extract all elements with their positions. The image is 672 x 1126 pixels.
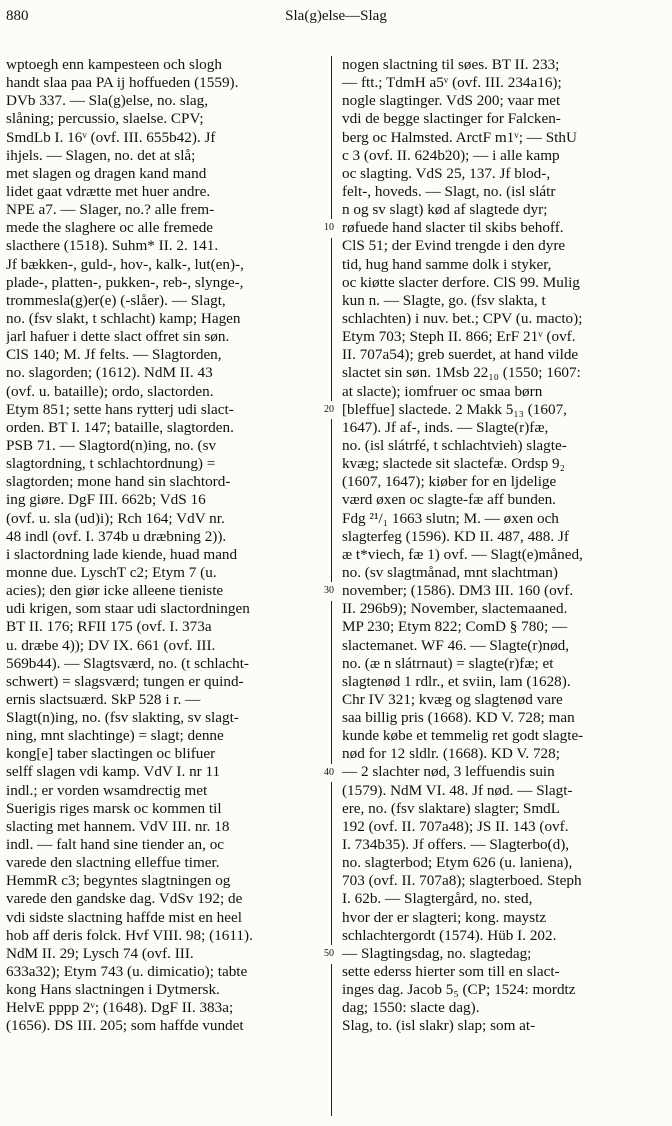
text-line: DVb 337. — Sla(g)else, no. slag, [6,92,209,110]
running-title: Sla(g)else—Slag [285,8,387,24]
text-line: æ t*viech, fæ 1) ovf. — Slagt(e)måned, [342,545,583,563]
text-line: slacting met hannem. VdV III. nr. 18 [6,817,230,835]
text-line: n og sv slagt) kød af slagtede dyr; [342,201,548,219]
text-line: ClS 140; M. Jf felts. — Slagtorden, [6,346,222,364]
text-line: slactemanet. WF 46. — Slagte(r)nød, [342,636,570,654]
line-number: 50 [324,945,342,963]
text-line: oc slagting. VdS 25, 137. Jf blod-, [342,164,551,182]
text-line: selff slagen vdi kamp. VdV I. nr 11 [6,763,221,781]
right-column [342,56,662,1036]
text-line: varede den slactning elleffue timer. [6,854,220,872]
text-line: saa billig pris (1668). KD V. 728; man [342,709,575,727]
text-line: kong Hans slactningen i Dytmersk. [6,981,220,999]
text-line: wptoegh enn kampesteen och slogh [6,56,222,73]
text-line: — Slagtingsdag, no. slagtedag; [342,944,532,962]
text-line: (1656). DS III. 205; som haffde vundet [6,1017,244,1035]
text-line: kong[e] taber slactingen oc blifuer [6,745,216,763]
text-line: berg oc Halmsted. ArctF m1ᵛ; — SthU [342,128,577,146]
text-line: HemmR c3; begyntes slagtningen og [6,872,231,890]
text-line: no. (æ n slátrnaut) = slagte(r)fæ; et [342,654,554,672]
text-line: slacthere (1518). Suhm* II. 2. 141. [6,237,219,255]
text-line: varede den gandske dag. VdSv 192; de [6,890,243,908]
text-line: 703 (ovf. II. 707a8); slagterboed. Steph [342,872,582,890]
text-line: no. (isl slátrfé, t schlachtvieh) slagte- [342,436,567,454]
text-line: i slactordning lade kiende, huad mand [6,545,238,563]
text-line: at slacte); iomfruer oc smaa børn [342,382,543,400]
text-line: acies); den giør icke alleene tieniste [6,582,224,600]
text-line: Chr IV 321; kvæg og slagtenød vare [342,690,563,708]
text-line: NPE a7. — Slager, no.? alle frem- [6,201,215,219]
text-line: schwert) = slagsværd; tungen er quind- [6,672,244,690]
text-line: slagtordning, t schlachtordnung) = [6,455,216,473]
text-line: kun n. — Slagte, go. (fsv slakta, t [342,291,546,309]
text-line: jarl hafuer i dette slact offret sin søn. [6,328,230,346]
text-line: — ftt.; TdmH a5ᵛ (ovf. III. 234a16); [342,74,562,92]
text-line: HelvE pppp 2ᵛ; (1648). DgF II. 383a; [6,999,234,1017]
text-line: felt-, hoveds. — Slagt, no. (isl slátr [342,182,556,200]
text-line: vdi sidste slactning haffde mist en heel [6,908,242,926]
line-number: 40 [324,764,342,782]
text-line: schlachten) i nuv. bet.; CPV (u. macto); [342,309,583,327]
text-line: 192 (ovf. II. 707a48); JS II. 143 (ovf. [342,817,569,835]
text-line: schlachtergordt (1574). Hüb I. 202. [342,926,557,944]
text-line: II. 296b9); November, slactemaaned. [342,600,568,618]
text-line: Etym 703; Steph II. 866; ErF 21ᵛ (ovf. [342,328,576,346]
text-line: sette ederss hierter som till en slact- [342,963,560,981]
text-line: (ovf. u. sla (ud)i); Rch 164; VdV nr. [6,509,225,527]
text-line: met slagen og dragen kand mand [6,164,207,182]
text-line: slactet sin søn. 1Msb 22₁₀ (1550; 1607: [342,364,581,382]
text-line: Suerigis riges marsk oc kommen til [6,799,222,817]
text-line: (ovf. u. bataille); ordo, slactorden. [6,382,214,400]
text-line: MP 230; Etym 822; ComD § 780; — [342,618,568,636]
text-line: c 3 (ovf. II. 624b20); — i alle kamp [342,146,560,164]
text-line: Slag, to. (isl slakr) slap; som at- [342,1017,536,1035]
text-line: ernis slactsuærd. SkP 528 i r. — [6,690,201,708]
text-line: I. 734b35). Jf offers. — Slagterbo(d), [342,836,570,854]
text-line: plade-, platten-, pukken-, reb-, slynge-, [6,273,244,291]
text-line: I. 62b. — Slagtergård, no. sted, [342,890,533,908]
page-number: 880 [6,8,29,24]
text-line: lidet gaat vdrætte met huer andre. [6,182,211,200]
text-line: indl.; er vorden wsamdrectig met [6,781,208,799]
text-line: monne due. LyschT c2; Etym 7 (u. [6,563,217,581]
text-line: kunde købe et temmelig ret godt slagte- [342,727,584,745]
text-line: røfuede hand slacter til skibs behoff. [342,219,564,237]
text-line: trommesla(g)er(e) (-slåer). — Slagt, [6,291,226,309]
text-line: nogle slagtinger. VdS 200; vaar met [342,92,561,110]
text-line: 569b44). — Slagtsværd, no. (t schlacht- [6,654,249,672]
text-line: ing giøre. DgF III. 662b; VdS 16 [6,491,206,509]
text-line: tid, hug hand samme dolk i styker, [342,255,552,273]
text-line: udi krigen, som staar udi slactordningen [6,600,250,618]
text-line: slagterfeg (1596). KD II. 487, 488. Jf [342,527,569,545]
text-line: u. dræbe 4)); DV IX. 661 (ovf. III. [6,636,216,654]
text-line: II. 707a54); greb suerdet, at hand vilde [342,346,579,364]
text-line: Slagt(n)ing, no. (fsv slakting, sv slagt- [6,709,239,727]
text-line: slagtorden; mone hand sin slachtord- [6,473,231,491]
line-number: 30 [324,582,342,600]
text-line: ning, mnt slachtinge) = slagt; denne [6,727,224,745]
text-line: 633a32); Etym 743 (u. dimicatio); tabte [6,963,248,981]
text-line: no. (fsv slakt, t schlacht) kamp; Hagen [6,309,241,327]
text-line: Jf bækken-, guld-, hov-, kalk-, lut(en)-, [6,255,244,273]
line-number: 20 [324,401,342,419]
text-line: NdM II. 29; Lysch 74 (ovf. III. [6,944,194,962]
text-line: slåning; percussio, slaelse. CPV; [6,110,204,128]
text-line: nød for 12 sldlr. (1668). KD V. 728; [342,745,560,763]
text-line: (1607, 1647); kiøber for en ljdelige [342,473,557,491]
text-line: november; (1586). DM3 III. 160 (ovf. [342,582,574,600]
text-line: Etym 851; sette hans rytterj udi slact- [6,400,234,418]
text-line: vdi de begge slactinger for Falcken- [342,110,561,128]
text-line: oc kiøtte slacter derfore. ClS 99. Mulig [342,273,580,291]
line-number: 10 [324,219,342,237]
text-line: mede the slaghere oc alle fremede [6,219,214,237]
text-line: ClS 51; der Evind trengde i den dyre [342,237,566,255]
text-line: hob aff deris folck. Hvf VIII. 98; (1611). [6,926,253,944]
text-line: no. slagterbod; Etym 626 (u. laniena), [342,854,573,872]
text-line: [bleffue] slactede. 2 Makk 5₁₃ (1607, [342,400,567,418]
text-line: indl. — falt hand sine tiender an, oc [6,836,225,854]
text-line: BT II. 176; RFII 175 (ovf. I. 373a [6,618,212,636]
text-line: nogen slactning til søes. BT II. 233; [342,56,560,73]
text-line: 1647). Jf af-, inds. — Slagte(r)fæ, [342,418,549,436]
left-column [6,56,322,1036]
text-line: dag; 1550: slacte dag). [342,999,480,1017]
page-header [6,8,666,30]
text-line: (1579). NdM VI. 48. Jf nød. — Slagt- [342,781,573,799]
text-line: inges dag. Jacob 5₅ (CP; 1524: mordtz [342,981,576,999]
text-line: ere, no. (fsv slaktare) slagter; SmdL [342,799,561,817]
text-line: SmdLb I. 16ᵛ (ovf. III. 655b42). Jf [6,128,216,146]
text-line: no. slagorden; (1612). NdM II. 43 [6,364,213,382]
text-line: værd øxen oc slagte-fæ aff bunden. [342,491,556,509]
text-line: 48 indl (ovf. I. 374b u dræbning 2)). [6,527,227,545]
text-line: kvæg; slactede sit slactefæ. Ordsp 9₂ [342,455,565,473]
text-line: — 2 slachter nød, 3 leffuendis suin [342,763,555,781]
text-line: Fdg ²¹/₁ 1663 slutn; M. — øxen och [342,509,559,527]
text-line: ihjels. — Slagen, no. det at slå; [6,146,196,164]
text-line: hvor der er slagteri; kong. maystz [342,908,547,926]
text-line: handt slaa paa PA ij hoffueden (1559). [6,74,239,92]
text-line: orden. BT I. 147; bataille, slagtorden. [6,418,234,436]
text-line: PSB 71. — Slagtord(n)ing, no. (sv [6,436,217,454]
text-line: no. (sv slagtmånad, mnt slachtman) [342,563,558,581]
text-line: slagtenød 1 rdlr., et sviin, lam (1628). [342,672,571,690]
